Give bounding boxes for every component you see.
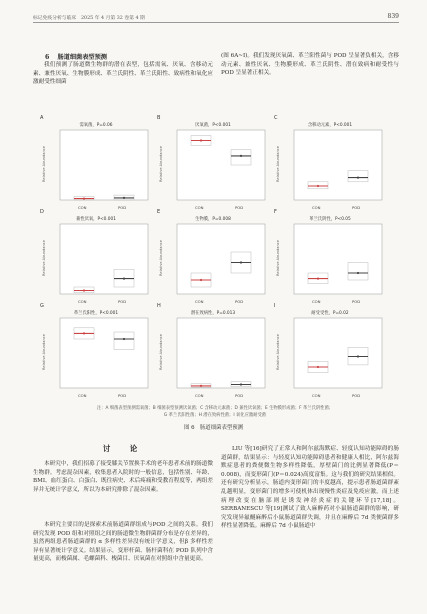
plot-frame — [177, 224, 265, 294]
median-point-con — [83, 289, 85, 291]
discussion-paragraph-1: 本研究中，我们招募了接受膝关节置换手术的老年患者术前的肠道微生物群。考虑混杂因素，收集患者入院时的一般信息，包括性别、年龄、BMI、血红蛋白、白蛋白、既往病史、术后疼痛和受教育程度等，两组差异并无统计学意义，所以为本研究排除了混杂因素。 — [33, 461, 213, 493]
plot-frame — [60, 224, 148, 294]
panel-title: 需氧菌，P=0.06 — [79, 123, 113, 128]
figure-caption: 图 6 肠道细菌表型预测 — [183, 425, 244, 431]
x-tick-con: CON — [78, 205, 87, 210]
x-tick-con: CON — [312, 205, 321, 210]
y-axis-label: Relative Abundance — [159, 240, 163, 276]
x-tick-pod: POD — [352, 299, 361, 304]
legend-line-2: G 革兰氏阳性菌；H 潜在致病性菌；I 氧化应激耐受菌 — [163, 412, 267, 418]
y-axis-label: Relative Abundance — [276, 146, 280, 182]
median-point-con — [200, 279, 202, 281]
legend-line-1: 注：A 细菌表型预测需氧菌；B 细菌表型预测厌氧菌；C 含移动元素菌；D 兼性厌氧菌；E 生物膜形成菌；F 革兰氏阴性菌； — [96, 406, 334, 411]
panel-title: 潜在致病性，P=0.013 — [190, 311, 236, 316]
panel-title: 生物膜，P=0.008 — [195, 217, 231, 222]
panel-e — [157, 210, 269, 306]
y-axis-label: Relative Abundance — [42, 334, 46, 370]
x-tick-pod: POD — [352, 393, 361, 398]
median-point-con — [317, 366, 319, 368]
median-point-pod — [357, 355, 359, 357]
running-head: 标记免疫分析与临床 2025 年 4 月第 32 卷第 4 期 — [33, 16, 145, 21]
section-title: 肠道细菌表型预测 — [57, 54, 107, 61]
section-paragraph-right: (图 6A~I)。我们发现厌氧菌、革兰阳性菌与 POD 呈显著负相关，含移动元素、兼性厌氧、生物膜形成、革兰氏阴性、潜在致病和耐受性与 POD 呈显著正相关。 — [221, 53, 399, 77]
median-point-pod — [357, 272, 359, 274]
median-point-con — [200, 385, 202, 387]
median-point-pod — [240, 383, 242, 385]
panel-title: 耐受受性，P=0.02 — [311, 311, 349, 316]
discussion-paragraph-2: 本研究主要目的是探索术前肠道菌群组成与POD 之间的关系。我们研究发现 POD 组和对照组之间的肠道微生物群菌群分布是存在差异的，虽然两组患者肠道菌群的 α 多样性差异没有统计学意义，但β 多样性差异有显著统计学意义。结果显示，变形杆菌、肠杆菌科在 POD 队列中含量更高，而梭菌属、毛螺菌科、梭菌目、厌氧菌在对照组中含量更高。 — [33, 522, 213, 563]
panel-label: G — [40, 303, 44, 309]
x-tick-con: CON — [312, 299, 321, 304]
plot-frame — [177, 130, 265, 200]
panel-title: 厌氧菌，P<0.001 — [195, 123, 231, 128]
box-plot — [274, 210, 386, 306]
plot-frame — [294, 224, 382, 294]
median-point-con — [317, 278, 319, 280]
panel-h — [157, 304, 269, 400]
figure-legend — [40, 406, 390, 419]
section-paragraph-left: 我们预测了肠道微生物群的潜在表型，包括需氧、厌氧、含移动元素、兼性厌氧、生物膜形成、革兰氏阴性、革兰氏阳性、致病性和氧化应激耐受性细菌 — [33, 62, 213, 86]
x-tick-pod: POD — [235, 299, 244, 304]
box-plot — [40, 304, 152, 400]
y-axis-label: Relative Abundance — [276, 334, 280, 370]
x-tick-pod: POD — [118, 299, 127, 304]
panel-f — [274, 210, 386, 306]
section-number: 6 — [45, 54, 50, 61]
x-tick-pod: POD — [352, 205, 361, 210]
x-tick-pod: POD — [235, 393, 244, 398]
x-tick-pod: POD — [118, 205, 127, 210]
panel-label: A — [40, 115, 44, 121]
box-plot — [157, 210, 269, 306]
median-point-pod — [357, 177, 359, 179]
panel-d — [40, 210, 152, 306]
y-axis-label: Relative Abundance — [42, 146, 46, 182]
panel-title: 兼性厌氧，P<0.001 — [76, 217, 116, 222]
x-tick-con: CON — [78, 299, 87, 304]
median-point-con — [83, 332, 85, 334]
median-point-con — [200, 139, 202, 141]
median-point-pod — [123, 197, 125, 199]
x-tick-con: CON — [312, 393, 321, 398]
plot-frame — [294, 130, 382, 200]
y-axis-label: Relative Abundance — [276, 240, 280, 276]
box-plot — [274, 304, 386, 400]
plot-frame — [294, 318, 382, 388]
median-point-pod — [240, 261, 242, 263]
x-tick-con: CON — [195, 205, 204, 210]
panel-label: C — [274, 115, 278, 121]
panel-a — [40, 116, 152, 212]
median-point-con — [317, 185, 319, 187]
panel-label: I — [274, 303, 276, 309]
x-tick-pod: POD — [118, 393, 127, 398]
discussion-heading: 讨 论 — [102, 444, 144, 453]
plot-frame — [60, 130, 148, 200]
x-tick-pod: POD — [235, 205, 244, 210]
panel-b — [157, 116, 269, 212]
panel-g — [40, 304, 152, 400]
panel-title: 革兰氏阳性，P<0.001 — [73, 311, 119, 316]
panel-title: 革兰氏阴性，P<0.05 — [309, 217, 351, 222]
box-plot — [40, 116, 152, 212]
panel-label: E — [157, 209, 161, 215]
panel-label: D — [40, 209, 44, 215]
page-number: 839 — [387, 13, 399, 20]
median-point-pod — [123, 278, 125, 280]
y-axis-label: Relative Abundance — [159, 146, 163, 182]
plot-frame — [60, 318, 148, 388]
panel-c — [274, 116, 386, 212]
box-plot — [157, 304, 269, 400]
panel-title: 含移动元素，P<0.001 — [307, 123, 353, 128]
panel-i — [274, 304, 386, 400]
box-plot — [157, 116, 269, 212]
panel-label: H — [157, 303, 161, 309]
median-point-con — [83, 198, 85, 200]
panel-label: B — [157, 115, 161, 121]
median-point-pod — [123, 338, 125, 340]
box-plot — [274, 116, 386, 212]
x-tick-con: CON — [195, 393, 204, 398]
panel-label: F — [274, 209, 277, 215]
box-plot — [40, 210, 152, 306]
median-point-pod — [240, 155, 242, 157]
x-tick-con: CON — [195, 299, 204, 304]
section-heading — [45, 52, 107, 61]
y-axis-label: Relative Abundance — [159, 334, 163, 370]
discussion-paragraph-3: LIU 等[16]研究了正常人和阿尔兹海默症、轻度认知功能障碍的肠道菌群，结果显示：与轻度认知功能障碍患者和健康人相比，阿尔兹海默症患者的粪便微生物多样性降低，厚壁菌门的比例显著降低(P＝0.008)，而变形菌门(P＝0.024)高度富集。这与我们的研究结果相似。还有研究分析显示，肠道内变形菌门的丰度越高，提示患者肠道菌群紊乱越明显，变形菌门的增多可使机体出现慢性炎症及免疫应激，而上述病理改变在脑部则是诱发神经炎症的关键环节[17,18]。SERBANESCU 等[19]测试了致人麻醉药对小鼠肠道菌群的影响，研究发现异氟醚麻醉后小鼠肠道菌群失调，并且在麻醉后 7d 类便菌群多样性显著降低。麻醉后 7d 小鼠肠道中 — [221, 446, 399, 530]
x-tick-con: CON — [78, 393, 87, 398]
y-axis-label: Relative Abundance — [42, 240, 46, 276]
head-rule — [33, 22, 399, 23]
plot-frame — [177, 318, 265, 388]
